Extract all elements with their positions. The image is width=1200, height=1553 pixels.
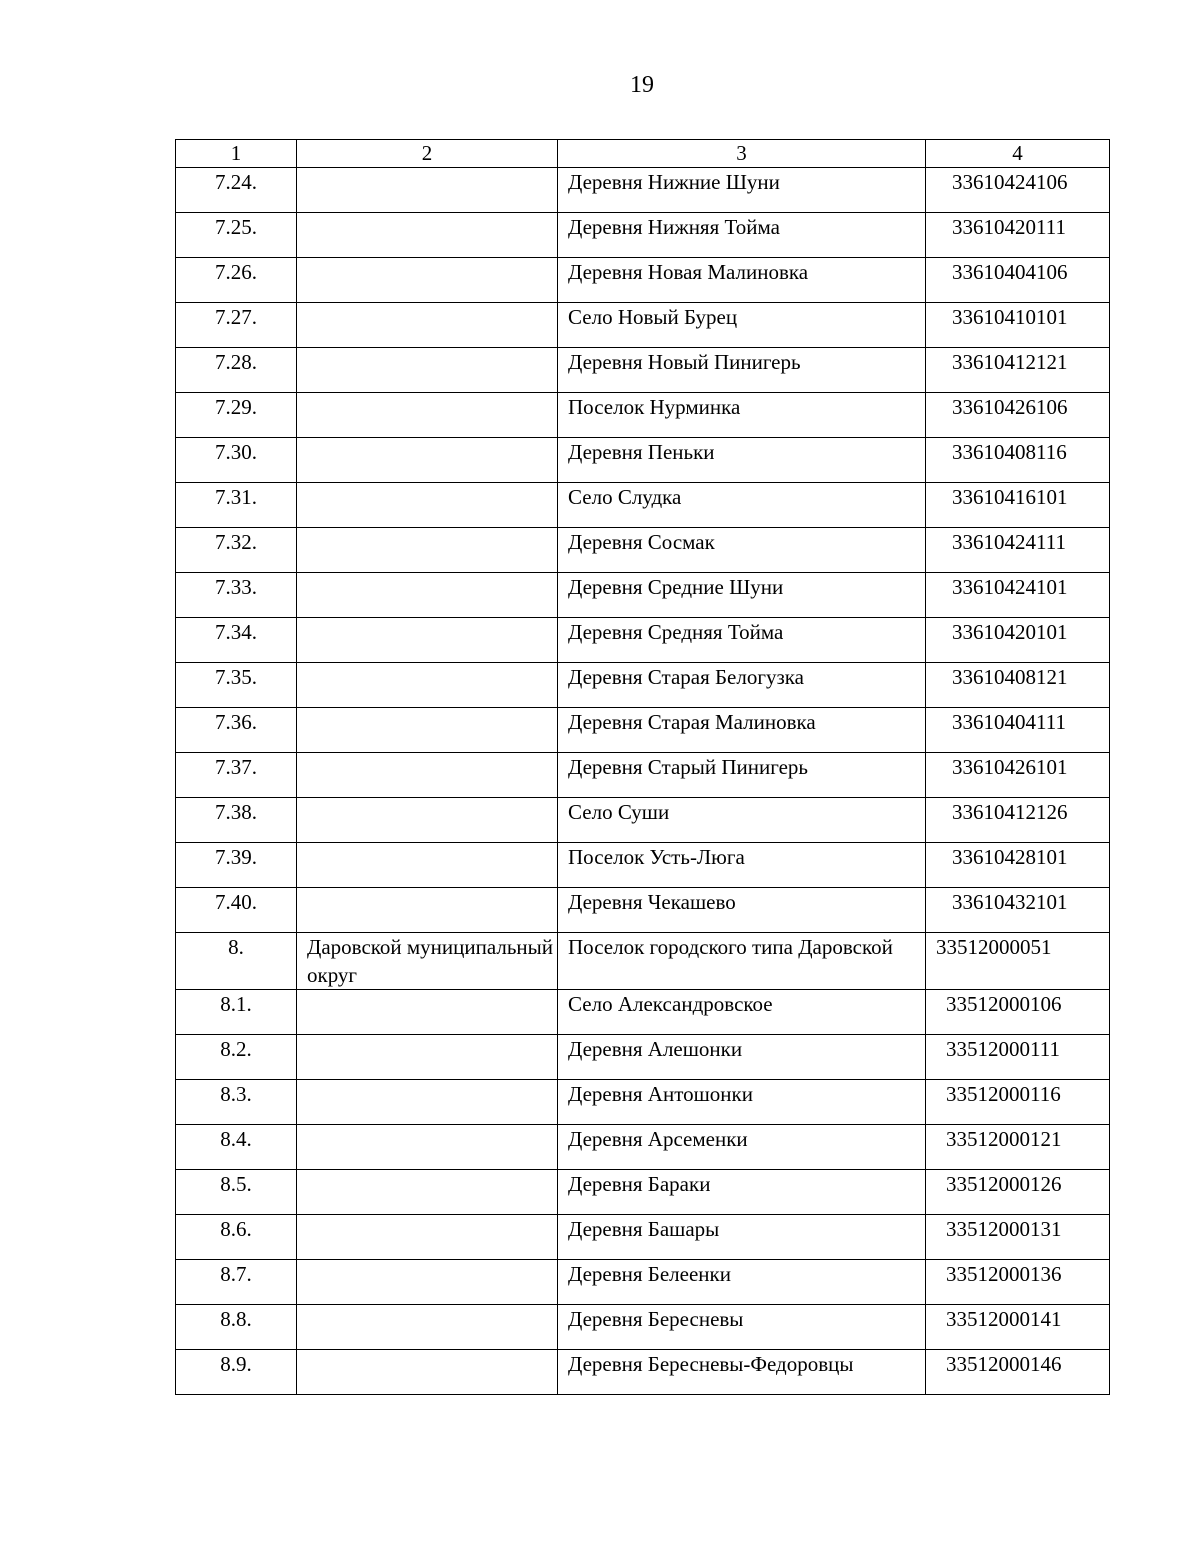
oktmo-code-cell: 33610410101	[926, 303, 1110, 348]
row-number-cell: 8.9.	[176, 1350, 297, 1395]
oktmo-code-cell: 33512000121	[926, 1125, 1110, 1170]
oktmo-code-cell: 33512000131	[926, 1215, 1110, 1260]
municipal-okrug-cell	[297, 1350, 558, 1395]
column-header-3: 3	[558, 140, 926, 168]
table-row	[176, 528, 1110, 573]
row-number-cell: 7.40.	[176, 888, 297, 933]
table-row	[176, 933, 1110, 990]
table-row	[176, 1035, 1110, 1080]
municipal-okrug-cell	[297, 843, 558, 888]
settlement-name-cell: Деревня Нижняя Тойма	[558, 213, 926, 258]
municipal-okrug-cell	[297, 990, 558, 1035]
oktmo-code-cell: 33610408116	[926, 438, 1110, 483]
municipal-okrug-cell	[297, 888, 558, 933]
oktmo-code-cell: 33610412126	[926, 798, 1110, 843]
row-number-cell: 8.1.	[176, 990, 297, 1035]
settlements-table	[175, 139, 1110, 1395]
municipal-okrug-cell	[297, 1035, 558, 1080]
table-row	[176, 1260, 1110, 1305]
municipal-okrug-cell	[297, 1080, 558, 1125]
oktmo-code-cell: 33610428101	[926, 843, 1110, 888]
row-number-cell: 7.34.	[176, 618, 297, 663]
oktmo-code-cell: 33610432101	[926, 888, 1110, 933]
municipal-okrug-cell	[297, 663, 558, 708]
row-number-cell: 7.35.	[176, 663, 297, 708]
oktmo-code-cell: 33512000051	[926, 933, 1110, 990]
municipal-okrug-cell	[297, 213, 558, 258]
table-row	[176, 798, 1110, 843]
table-row	[176, 990, 1110, 1035]
oktmo-code-cell: 33512000111	[926, 1035, 1110, 1080]
row-number-cell: 7.25.	[176, 213, 297, 258]
oktmo-code-cell: 33610404111	[926, 708, 1110, 753]
table-row	[176, 213, 1110, 258]
oktmo-code-cell: 33610426106	[926, 393, 1110, 438]
oktmo-code-cell: 33610424111	[926, 528, 1110, 573]
settlement-name-cell: Поселок городского типа Даровской	[558, 933, 926, 990]
table-row	[176, 1305, 1110, 1350]
table-row	[176, 438, 1110, 483]
row-number-cell: 8.5.	[176, 1170, 297, 1215]
oktmo-code-cell: 33610412121	[926, 348, 1110, 393]
municipal-okrug-cell	[297, 303, 558, 348]
settlement-name-cell: Деревня Старая Малиновка	[558, 708, 926, 753]
settlement-name-cell: Деревня Бересневы	[558, 1305, 926, 1350]
oktmo-code-cell: 33610416101	[926, 483, 1110, 528]
table-row	[176, 348, 1110, 393]
municipal-okrug-cell	[297, 258, 558, 303]
column-header-4: 4	[926, 140, 1110, 168]
table-row	[176, 753, 1110, 798]
municipal-okrug-cell	[297, 798, 558, 843]
settlement-name-cell: Деревня Белеенки	[558, 1260, 926, 1305]
row-number-cell: 8.2.	[176, 1035, 297, 1080]
oktmo-code-cell: 33610408121	[926, 663, 1110, 708]
table-row	[176, 483, 1110, 528]
row-number-cell: 7.32.	[176, 528, 297, 573]
table-row	[176, 1170, 1110, 1215]
table-row	[176, 618, 1110, 663]
settlement-name-cell: Деревня Средние Шуни	[558, 573, 926, 618]
table-row	[176, 888, 1110, 933]
row-number-cell: 7.24.	[176, 168, 297, 213]
row-number-cell: 7.37.	[176, 753, 297, 798]
settlement-name-cell: Деревня Бересневы-Федоровцы	[558, 1350, 926, 1395]
oktmo-code-cell: 33610424106	[926, 168, 1110, 213]
settlement-name-cell: Деревня Алешонки	[558, 1035, 926, 1080]
table-row	[176, 1125, 1110, 1170]
oktmo-code-cell: 33610404106	[926, 258, 1110, 303]
settlement-name-cell: Поселок Усть-Люга	[558, 843, 926, 888]
municipal-okrug-cell	[297, 1305, 558, 1350]
row-number-cell: 8.3.	[176, 1080, 297, 1125]
table-row	[176, 168, 1110, 213]
row-number-cell: 8.8.	[176, 1305, 297, 1350]
settlement-name-cell: Деревня Старый Пинигерь	[558, 753, 926, 798]
municipal-okrug-cell	[297, 438, 558, 483]
settlement-name-cell: Деревня Бараки	[558, 1170, 926, 1215]
municipal-okrug-cell	[297, 483, 558, 528]
municipal-okrug-cell	[297, 1125, 558, 1170]
row-number-cell: 7.31.	[176, 483, 297, 528]
table-row	[176, 1350, 1110, 1395]
municipal-okrug-cell	[297, 753, 558, 798]
table-body	[176, 168, 1110, 1395]
settlement-name-cell: Деревня Башары	[558, 1215, 926, 1260]
oktmo-code-cell: 33610426101	[926, 753, 1110, 798]
row-number-cell: 7.39.	[176, 843, 297, 888]
municipal-okrug-cell	[297, 348, 558, 393]
settlement-name-cell: Деревня Новый Пинигерь	[558, 348, 926, 393]
municipal-okrug-cell	[297, 393, 558, 438]
oktmo-code-cell: 33512000146	[926, 1350, 1110, 1395]
settlement-name-cell: Село Новый Бурец	[558, 303, 926, 348]
oktmo-code-cell: 33512000141	[926, 1305, 1110, 1350]
column-header-1: 1	[176, 140, 297, 168]
municipal-okrug-cell	[297, 618, 558, 663]
table-row	[176, 258, 1110, 303]
municipal-okrug-cell	[297, 573, 558, 618]
settlement-name-cell: Село Слудка	[558, 483, 926, 528]
page-number: 19	[630, 72, 654, 98]
settlement-name-cell: Деревня Пеньки	[558, 438, 926, 483]
settlement-name-cell: Деревня Нижние Шуни	[558, 168, 926, 213]
oktmo-code-cell: 33512000136	[926, 1260, 1110, 1305]
settlement-name-cell: Деревня Антошонки	[558, 1080, 926, 1125]
municipal-okrug-cell	[297, 708, 558, 753]
settlement-name-cell: Село Суши	[558, 798, 926, 843]
settlement-name-cell: Деревня Средняя Тойма	[558, 618, 926, 663]
municipal-okrug-cell	[297, 1215, 558, 1260]
municipal-okrug-cell	[297, 1260, 558, 1305]
row-number-cell: 7.27.	[176, 303, 297, 348]
table-row	[176, 1215, 1110, 1260]
settlement-name-cell: Деревня Сосмак	[558, 528, 926, 573]
row-number-cell: 8.6.	[176, 1215, 297, 1260]
row-number-cell: 7.33.	[176, 573, 297, 618]
table-row	[176, 573, 1110, 618]
column-header-2: 2	[297, 140, 558, 168]
row-number-cell: 7.36.	[176, 708, 297, 753]
settlement-name-cell: Деревня Старая Белогузка	[558, 663, 926, 708]
municipal-okrug-cell	[297, 1170, 558, 1215]
municipal-okrug-cell	[297, 168, 558, 213]
table-header-row	[176, 140, 1110, 168]
row-number-cell: 7.30.	[176, 438, 297, 483]
table-row	[176, 708, 1110, 753]
settlement-name-cell: Поселок Нурминка	[558, 393, 926, 438]
row-number-cell: 8.	[176, 933, 297, 990]
row-number-cell: 8.7.	[176, 1260, 297, 1305]
table-row	[176, 1080, 1110, 1125]
table-row	[176, 843, 1110, 888]
oktmo-code-cell: 33512000106	[926, 990, 1110, 1035]
oktmo-code-cell: 33610424101	[926, 573, 1110, 618]
settlement-name-cell: Деревня Чекашево	[558, 888, 926, 933]
table-row	[176, 663, 1110, 708]
row-number-cell: 7.28.	[176, 348, 297, 393]
oktmo-code-cell: 33610420101	[926, 618, 1110, 663]
settlement-name-cell: Село Александровское	[558, 990, 926, 1035]
row-number-cell: 7.38.	[176, 798, 297, 843]
table-row	[176, 303, 1110, 348]
settlement-name-cell: Деревня Арсеменки	[558, 1125, 926, 1170]
oktmo-code-cell: 33610420111	[926, 213, 1110, 258]
table-row	[176, 393, 1110, 438]
row-number-cell: 7.26.	[176, 258, 297, 303]
municipal-okrug-cell: Даровской муниципальный округ	[297, 933, 558, 990]
oktmo-code-cell: 33512000116	[926, 1080, 1110, 1125]
oktmo-code-cell: 33512000126	[926, 1170, 1110, 1215]
municipal-okrug-cell	[297, 528, 558, 573]
row-number-cell: 8.4.	[176, 1125, 297, 1170]
settlement-name-cell: Деревня Новая Малиновка	[558, 258, 926, 303]
row-number-cell: 7.29.	[176, 393, 297, 438]
